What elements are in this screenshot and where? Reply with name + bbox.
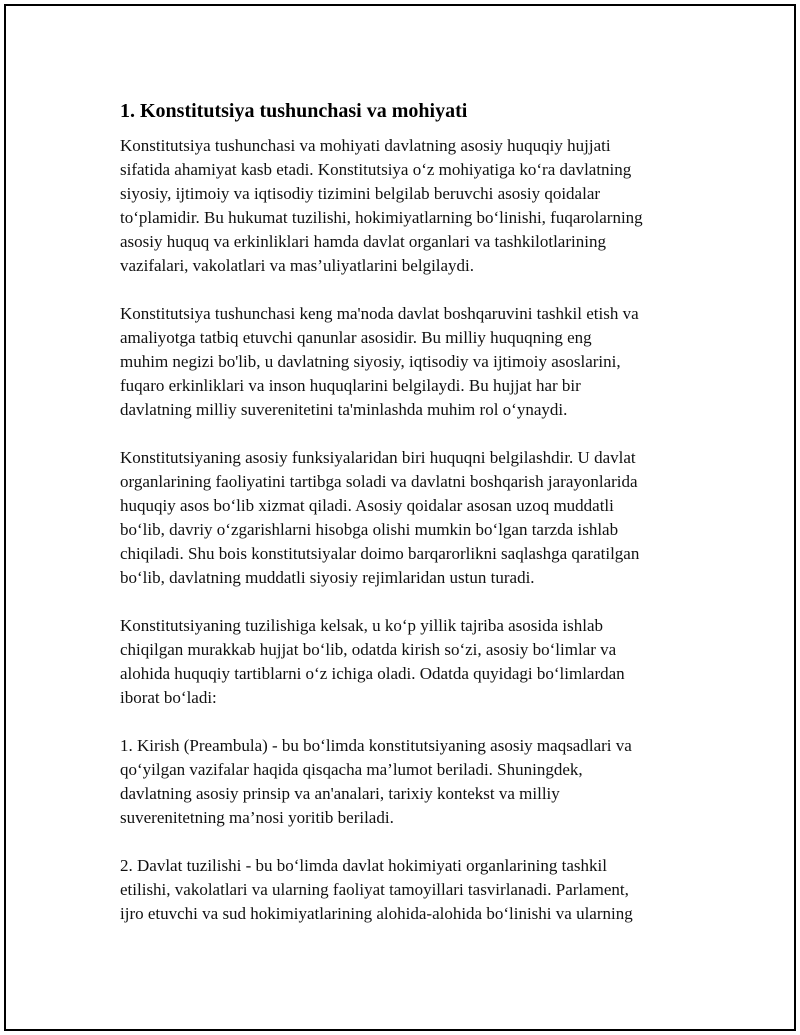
paragraph-4 bbox=[120, 614, 700, 710]
text-line: iborat bo‘ladi: bbox=[120, 688, 217, 707]
text-line: qo‘yilgan vazifalar haqida qisqacha ma’lumot beriladi. Shuningdek, bbox=[120, 760, 583, 779]
text-line: alohida huquqiy tartiblarni o‘z ichiga oladi. Odatda quyidagi bo‘limlardan bbox=[120, 664, 625, 683]
paragraph-6 bbox=[120, 854, 700, 926]
text-line: 1. Kirish (Preambula) - bu bo‘limda konstitutsiyaning asosiy maqsadlari va bbox=[120, 736, 632, 755]
text-line: fuqaro erkinliklari va inson huquqlarini belgilaydi. Bu hujjat har bir bbox=[120, 376, 581, 395]
text-line: Konstitutsiya tushunchasi keng ma'noda davlat boshqaruvini tashkil etish va bbox=[120, 304, 639, 323]
text-line: vazifalari, vakolatlari va mas’uliyatlarini belgilaydi. bbox=[120, 256, 475, 275]
text-line: ijro etuvchi va sud hokimiyatlarining alohida-alohida bo‘linishi va ularning bbox=[120, 904, 633, 923]
text-line: chiqilgan murakkab hujjat bo‘lib, odatda kirish so‘zi, asosiy bo‘limlar va bbox=[120, 640, 617, 659]
paragraph-3 bbox=[120, 446, 700, 590]
text-line: suverenitetning ma’nosi yoritib beriladi. bbox=[120, 808, 394, 827]
text-line: chiqiladi. Shu bois konstitutsiyalar doimo barqarorlikni saqlashga qaratilgan bbox=[120, 544, 640, 563]
text-line: bo‘lib, davlatning muddatli siyosiy rejimlaridan ustun turadi. bbox=[120, 568, 535, 587]
text-line: organlarining faoliyatini tartibga soladi va davlatni boshqarish jarayonlarida bbox=[120, 472, 638, 491]
text-line: to‘plamidir. Bu hukumat tuzilishi, hokimiyatlarning bo‘linishi, fuqarolarning bbox=[120, 208, 643, 227]
text-line: bo‘lib, davriy o‘zgarishlarni hisobga olishi mumkin bo‘lgan tarzda ishlab bbox=[120, 520, 619, 539]
text-line: davlatning asosiy prinsip va an'analari, tarixiy kontekst va milliy bbox=[120, 784, 560, 803]
text-line: davlatning milliy suverenitetini ta'minlashda muhim rol o‘ynaydi. bbox=[120, 400, 568, 419]
text-line: siyosiy, ijtimoiy va iqtisodiy tizimini belgilab beruvchi asosiy qoidalar bbox=[120, 184, 601, 203]
section-heading: 1. Konstitutsiya tushunchasi va mohiyati bbox=[120, 100, 468, 122]
text-line: Konstitutsiya tushunchasi va mohiyati davlatning asosiy huquqiy hujjati bbox=[120, 136, 611, 155]
text-line: Konstitutsiyaning asosiy funksiyalaridan biri huquqni belgilashdir. U davlat bbox=[120, 448, 636, 467]
text-line: etilishi, vakolatlari va ularning faoliyat tamoyillari tasvirlanadi. Parlament, bbox=[120, 880, 629, 899]
paragraph-5 bbox=[120, 734, 700, 830]
text-line: 2. Davlat tuzilishi - bu bo‘limda davlat hokimiyati organlarining tashkil bbox=[120, 856, 607, 875]
text-line: sifatida ahamiyat kasb etadi. Konstitutsiya o‘z mohiyatiga ko‘ra davlatning bbox=[120, 160, 632, 179]
text-line: muhim negizi bo'lib, u davlatning siyosiy, iqtisodiy va ijtimoiy asoslarini, bbox=[120, 352, 621, 371]
paragraph-2 bbox=[120, 302, 700, 422]
text-line: Konstitutsiyaning tuzilishiga kelsak, u ko‘p yillik tajriba asosida ishlab bbox=[120, 616, 604, 635]
text-line: asosiy huquq va erkinliklari hamda davlat organlari va tashkilotlarining bbox=[120, 232, 606, 251]
page-frame bbox=[4, 4, 796, 1031]
document-body bbox=[120, 98, 700, 950]
paragraph-1 bbox=[120, 134, 700, 278]
text-line: amaliyotga tatbiq etuvchi qanunlar asosidir. Bu milliy huquqning eng bbox=[120, 328, 592, 347]
text-line: huquqiy asos bo‘lib xizmat qiladi. Asosiy qoidalar asosan uzoq muddatli bbox=[120, 496, 614, 515]
